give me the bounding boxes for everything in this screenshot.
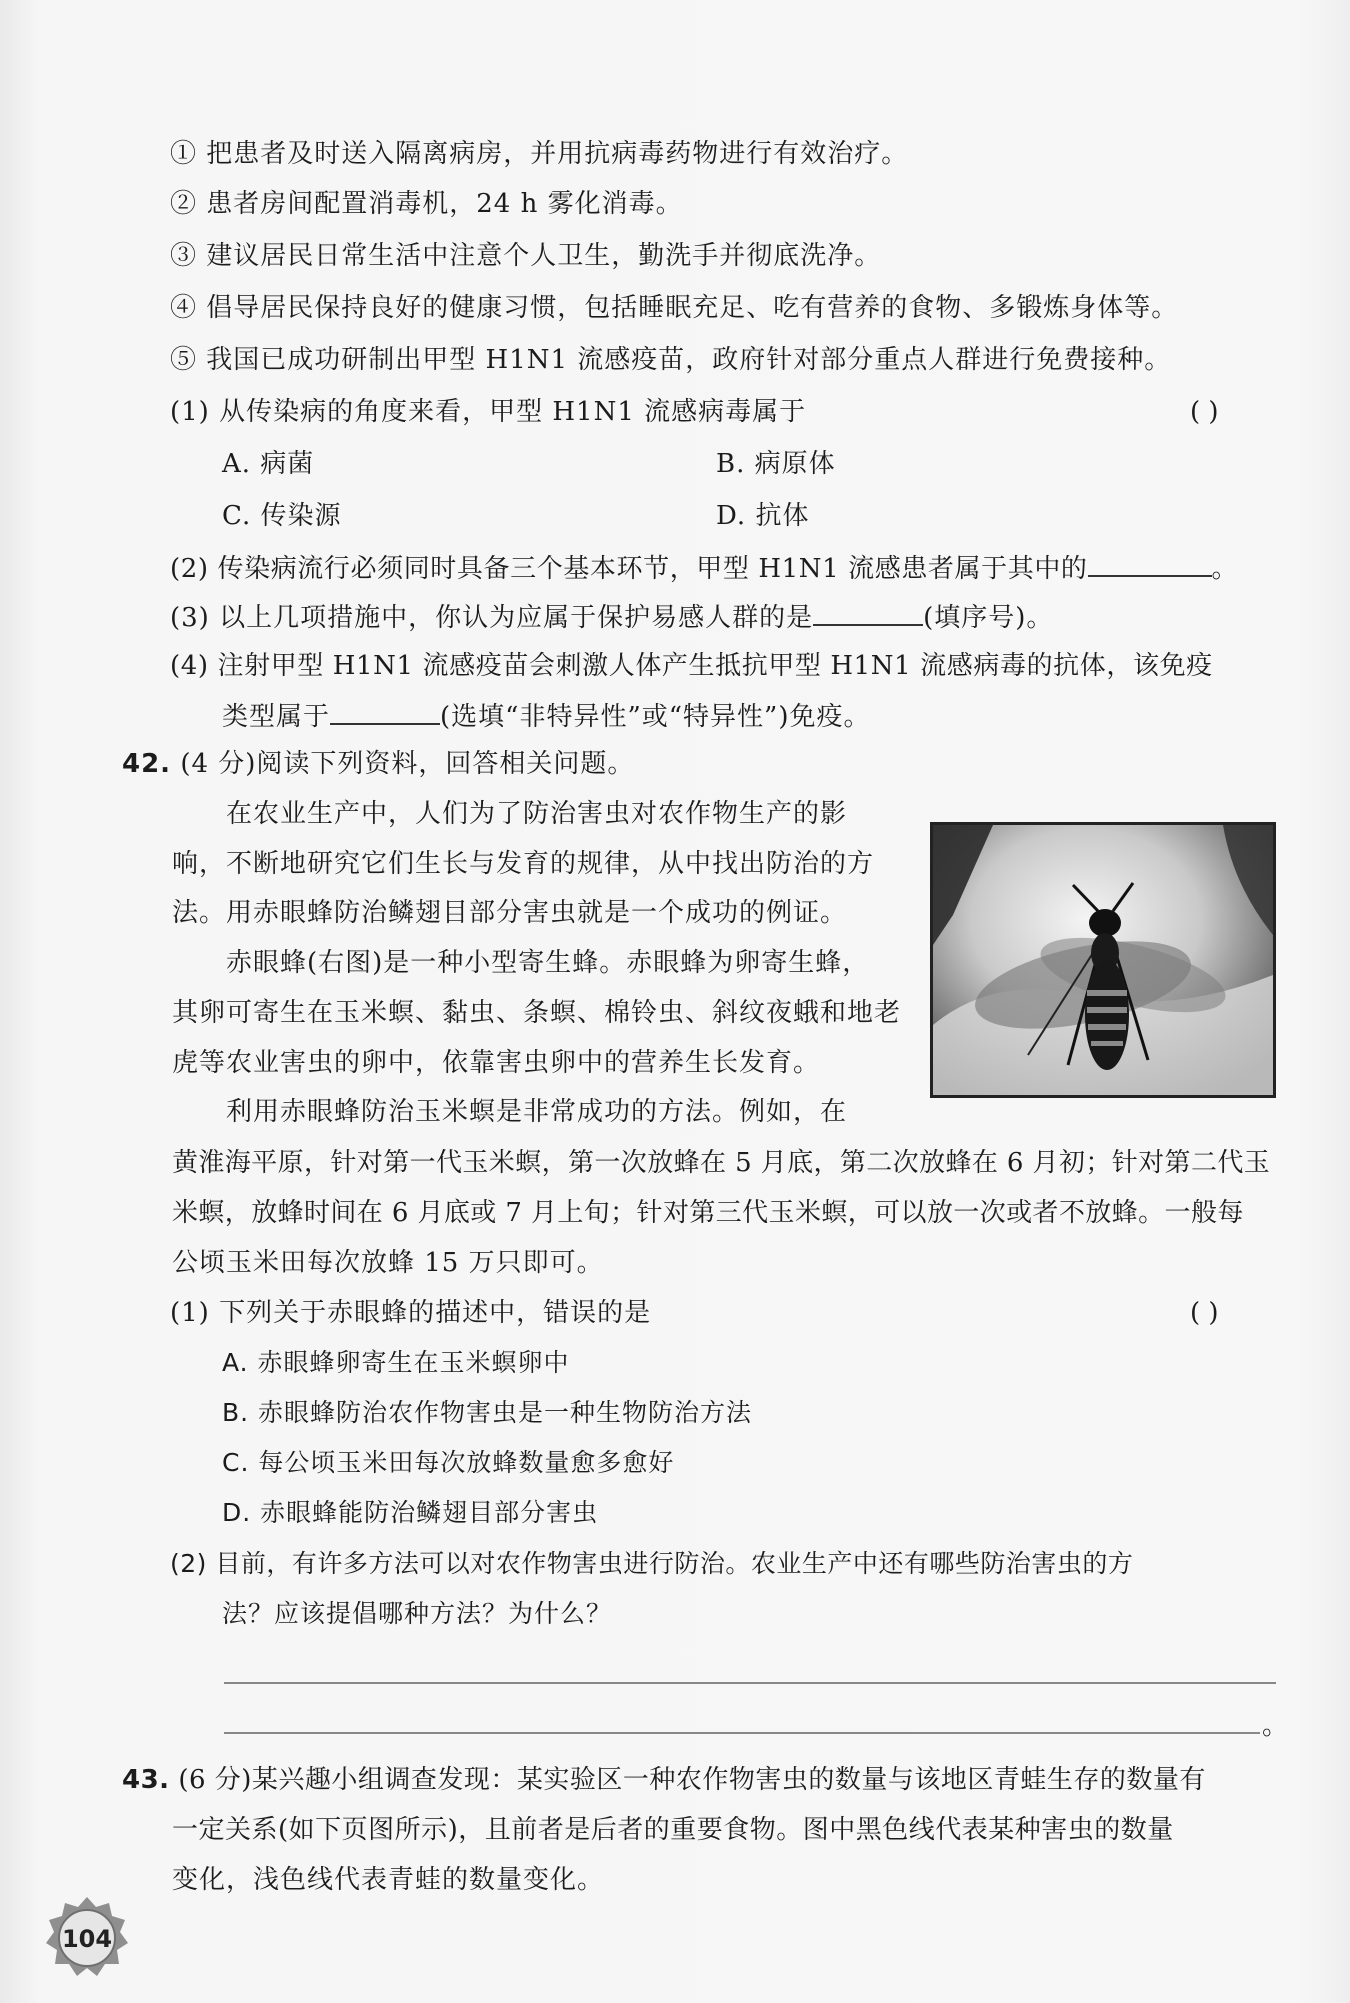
q43-number: 43. <box>122 1765 170 1795</box>
q42-option-a: A. 赤眼蜂卵寄生在玉米螟卵中 <box>222 1348 570 1377</box>
q41-sub3 <box>170 598 1053 636</box>
q41-sub1-answer-paren[interactable]: ( ) <box>1190 397 1219 427</box>
q43-line3: 变化，浅色线代表青蛙的数量变化。 <box>172 1865 605 1895</box>
q42-p3-line4: 公顷玉米田每次放蜂 15 万只即可。 <box>172 1248 604 1278</box>
q42-answer-line-1[interactable] <box>224 1682 1276 1684</box>
q41-option-a: A. 病菌 <box>222 449 315 479</box>
gear-badge-icon <box>44 1895 130 1981</box>
q42-p2-line2: 其卵可寄生在玉米螟、黏虫、条螟、棉铃虫、斜纹夜蛾和地老 <box>172 998 902 1028</box>
q41-sub3-blank[interactable] <box>813 598 923 626</box>
measure-4: ④ 倡导居民保持良好的健康习惯，包括睡眠充足、吃有营养的食物、多锻炼身体等。 <box>170 293 1179 323</box>
q42-intro: (4 分)阅读下列资料，回答相关问题。 <box>180 749 635 779</box>
q41-option-d: D. 抗体 <box>716 501 810 531</box>
q41-sub4-line1: (4) 注射甲型 H1N1 流感疫苗会刺激人体产生抵抗甲型 H1N1 流感病毒的抗体，该免疫 <box>170 651 1213 681</box>
q41-sub1: (1) 从传染病的角度来看，甲型 H1N1 流感病毒属于 <box>170 397 807 427</box>
q42-sub2-line1: (2) 目前，有许多方法可以对农作物害虫进行防治。农业生产中还有哪些防治害虫的方 <box>170 1549 1134 1578</box>
q42-sub2-line2: 法？应该提倡哪种方法？为什么？ <box>222 1599 613 1628</box>
q41-sub4-blank[interactable] <box>330 697 440 725</box>
q43-line2: 一定关系(如下页图所示)，且前者是后者的重要食物。图中黑色线代表某种害虫的数量 <box>172 1815 1174 1845</box>
measure-2: ② 患者房间配置消毒机，24 h 雾化消毒。 <box>170 189 683 219</box>
page-number: 104 <box>61 1925 113 1953</box>
q42-sub1: (1) 下列关于赤眼蜂的描述中，错误的是 <box>170 1298 652 1328</box>
measure-1: ① 把患者及时送入隔离病房，并用抗病毒药物进行有效治疗。 <box>170 139 909 169</box>
q42-number: 42. <box>122 749 172 779</box>
q41-sub4-line2 <box>222 697 870 735</box>
q42-p1-line1: 在农业生产中，人们为了防治害虫对农作物生产的影 <box>226 799 848 829</box>
q42-p2-line3: 虎等农业害虫的卵中，依靠害虫卵中的营养生长发育。 <box>172 1048 821 1078</box>
q42-option-d: D. 赤眼蜂能防治鳞翅目部分害虫 <box>222 1498 599 1527</box>
measure-5: ⑤ 我国已成功研制出甲型 H1N1 流感疫苗，政府针对部分重点人群进行免费接种。 <box>170 345 1172 375</box>
q43-text-1: (6 分)某兴趣小组调查发现：某实验区一种农作物害虫的数量与该地区青蛙生存的数量有 <box>178 1765 1206 1795</box>
q43-line1 <box>122 1762 1206 1798</box>
q41-sub2 <box>170 549 1238 587</box>
q42-answer-line-2[interactable] <box>224 1732 1260 1734</box>
q42-p1-line2: 响，不断地研究它们生长与发育的规律，从中找出防治的方 <box>172 849 875 879</box>
q42-p1-line3: 法。用赤眼蜂防治鳞翅目部分害虫就是一个成功的例证。 <box>172 898 848 928</box>
trichogramma-wasp-photo <box>930 822 1276 1098</box>
q41-option-c: C. 传染源 <box>222 501 342 531</box>
q42-p2-line1: 赤眼蜂(右图)是一种小型寄生蜂。赤眼蜂为卵寄生蜂， <box>226 948 870 978</box>
q42-sub1-answer-paren[interactable]: ( ) <box>1190 1298 1219 1328</box>
measure-3: ③ 建议居民日常生活中注意个人卫生，勤洗手并彻底洗净。 <box>170 241 882 271</box>
q41-sub3-tail: (填序号)。 <box>923 603 1054 633</box>
q41-sub2-text: (2) 传染病流行必须同时具备三个基本环节，甲型 H1N1 流感患者属于其中的 <box>170 554 1088 584</box>
q42-p3-line2: 黄淮海平原，针对第一代玉米螟，第一次放蜂在 5 月底，第二次放蜂在 6 月初；针对第二代玉 <box>172 1148 1271 1178</box>
q41-sub3-text: (3) 以上几项措施中，你认为应属于保护易感人群的是 <box>170 603 814 633</box>
q41-sub2-blank[interactable] <box>1088 549 1212 577</box>
q42-header <box>122 746 634 782</box>
q42-p3-line1: 利用赤眼蜂防治玉米螟是非常成功的方法。例如，在 <box>226 1097 848 1127</box>
q41-sub4-tail: (选填“非特异性”或“特异性”)免疫。 <box>440 702 871 732</box>
q41-sub4-lead: 类型属于 <box>222 702 331 732</box>
q42-p3-line3: 米螟，放蜂时间在 6 月底或 7 月上旬；针对第三代玉米螟，可以放一次或者不放蜂。一般每 <box>172 1198 1244 1228</box>
q41-option-b: B. 病原体 <box>716 449 836 479</box>
q41-sub2-end: 。 <box>1211 554 1239 584</box>
q42-answer-end: 。 <box>1262 1711 1290 1741</box>
q42-option-c: C. 每公顷玉米田每次放蜂数量愈多愈好 <box>222 1448 675 1477</box>
q42-option-b: B. 赤眼蜂防治农作物害虫是一种生物防治方法 <box>222 1398 753 1427</box>
page-number-badge <box>44 1895 130 1981</box>
wasp-illustration <box>933 825 1273 1095</box>
